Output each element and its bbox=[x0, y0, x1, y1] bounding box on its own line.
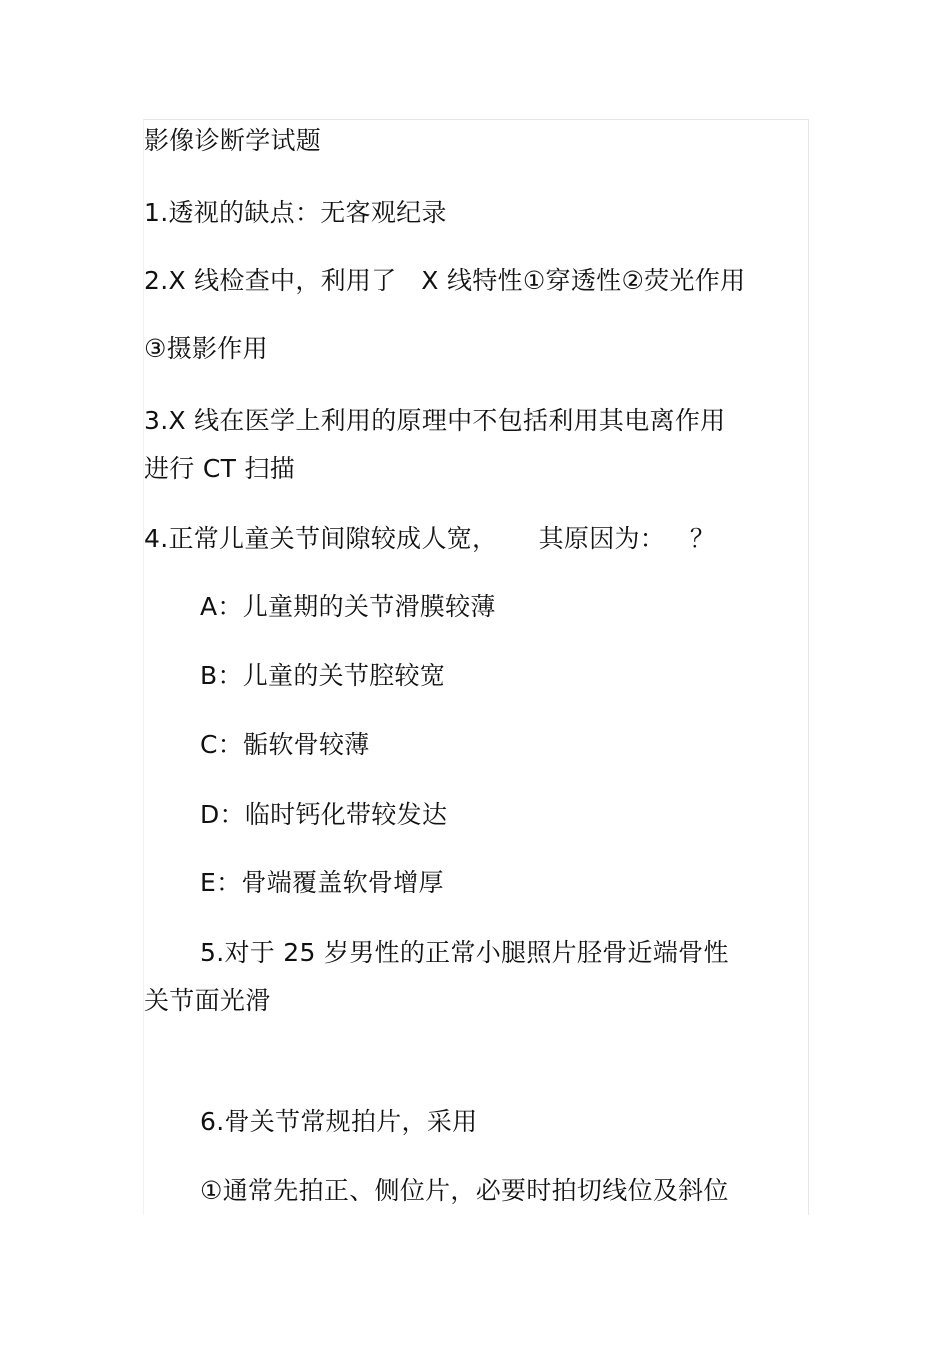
question-3-line-2: 进行 CT 扫描 bbox=[144, 454, 296, 483]
option-c: C：骺软骨较薄 bbox=[200, 730, 370, 759]
option-b: B：儿童的关节腔较宽 bbox=[200, 661, 446, 690]
question-4: 4.正常儿童关节间隙较成人宽， 其原因为： ？ bbox=[144, 524, 716, 553]
question-5-line-2: 关节面光滑 bbox=[144, 986, 271, 1015]
question-5-line-1: 5.对于 25 岁男性的正常小腿照片胫骨近端骨性 bbox=[200, 938, 729, 967]
question-2-line-2: ③摄影作用 bbox=[144, 334, 268, 363]
option-e: E：骨端覆盖软骨增厚 bbox=[200, 868, 444, 897]
option-d: D：临时钙化带较发达 bbox=[200, 800, 448, 829]
question-3-line-1: 3.X 线在医学上利用的原理中不包括利用其电离作用 bbox=[144, 406, 726, 435]
option-a: A：儿童期的关节滑膜较薄 bbox=[200, 592, 496, 621]
question-6: 6.骨关节常规拍片，采用 bbox=[200, 1107, 478, 1136]
question-6-item-1: ①通常先拍正、侧位片，必要时拍切线位及斜位 bbox=[200, 1176, 729, 1205]
document-title: 影像诊断学试题 bbox=[144, 126, 322, 155]
question-2-line-1: 2.X 线检查中，利用了 X 线特性①穿透性②荧光作用 bbox=[144, 266, 746, 295]
question-1: 1.透视的缺点：无客观纪录 bbox=[144, 198, 447, 227]
